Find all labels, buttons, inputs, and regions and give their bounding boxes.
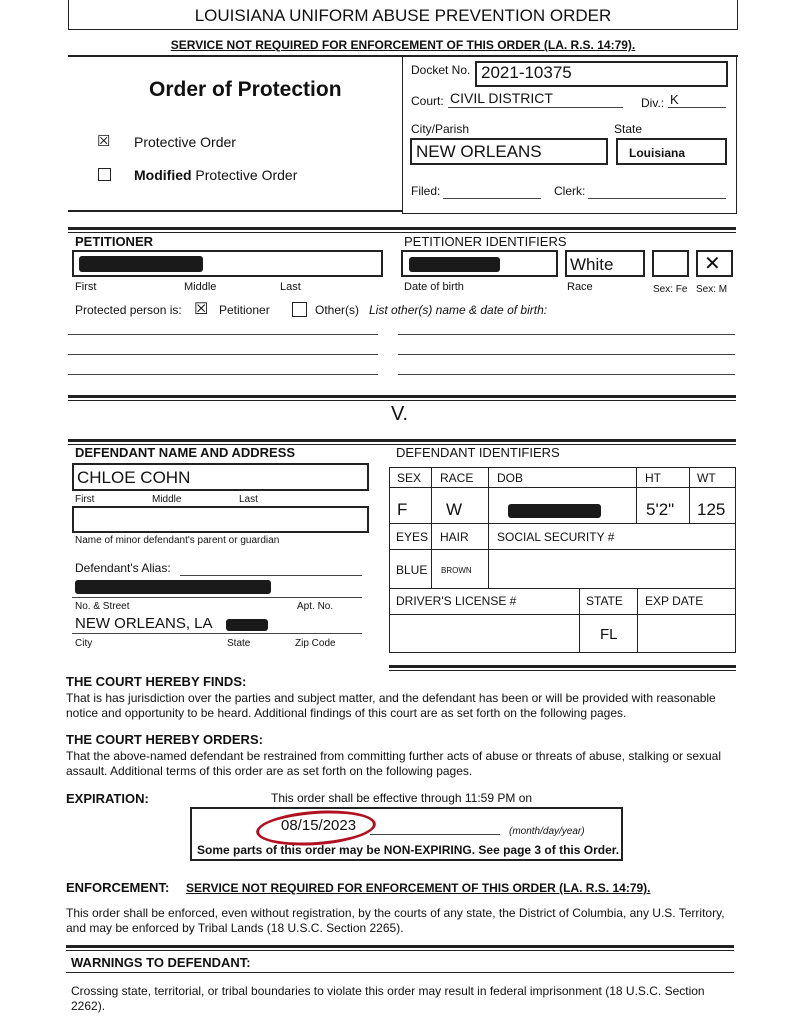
- defendant-heading: DEFENDANT NAME AND ADDRESS: [75, 445, 296, 460]
- defendant-identifiers-grid: [389, 467, 736, 653]
- def-sex-label: SEX: [397, 471, 422, 485]
- divider: [68, 210, 402, 212]
- race-label: Race: [567, 281, 593, 293]
- warnings-heading: WARNINGS TO DEFENDANT:: [71, 955, 251, 970]
- redaction-bar: [75, 580, 271, 594]
- divider: [68, 400, 736, 401]
- def-ht-value: 5'2": [646, 500, 675, 519]
- petitioner-checkbox[interactable]: ☒: [194, 301, 209, 318]
- def-hair-label: HAIR: [440, 530, 469, 544]
- def-city-label: City: [75, 638, 93, 649]
- sex-fe-label: Sex: Fe: [653, 284, 688, 295]
- protective-order-checkbox[interactable]: ☒: [97, 133, 111, 150]
- others-line[interactable]: [398, 334, 735, 335]
- findings-line-1: That is has jurisdiction over the parties and subject matter, and the defendant has been or will be provided with reasonable: [66, 691, 716, 705]
- defendant-identifiers-heading: DEFENDANT IDENTIFIERS: [396, 445, 560, 460]
- apt-label: Apt. No.: [297, 601, 334, 612]
- others-line[interactable]: [68, 374, 378, 375]
- versus-label: V.: [391, 403, 409, 425]
- court-underline: [448, 107, 623, 108]
- expiration-note: Some parts of this order may be NON-EXPIRING. See page 3 of this Order.: [197, 843, 620, 857]
- def-exp-label: EXP DATE: [645, 594, 704, 608]
- findings-heading: THE COURT HEREBY FINDS:: [66, 674, 247, 689]
- expiration-label: EXPIRATION:: [66, 791, 149, 806]
- def-hair-value: BROWN: [441, 566, 472, 575]
- expiration-date[interactable]: 08/15/2023: [281, 817, 357, 834]
- sex-male-mark: ✕: [704, 253, 721, 275]
- court-value: CIVIL DISTRICT: [450, 90, 553, 106]
- others-checkbox[interactable]: [292, 302, 307, 317]
- defendant-name-value: CHLOE COHN: [77, 468, 191, 487]
- street-underline[interactable]: [72, 597, 362, 598]
- petitioner-identifiers-heading: PETITIONER IDENTIFIERS: [404, 234, 567, 249]
- div-value: K: [670, 92, 679, 107]
- def-state-label: State: [227, 638, 251, 649]
- state-value: Louisiana: [629, 146, 686, 160]
- petitioner-heading: PETITIONER: [75, 234, 154, 249]
- expiration-underline: [370, 834, 500, 835]
- def-ht-label: HT: [645, 471, 661, 485]
- docket-value: 2021-10375: [481, 63, 572, 82]
- divider: [66, 972, 734, 973]
- city-parish-label: City/Parish: [411, 122, 470, 136]
- guardian-field[interactable]: [72, 506, 369, 533]
- guardian-label: Name of minor defendant's parent or guardian: [75, 535, 280, 546]
- city-parish-value: NEW ORLEANS: [416, 142, 542, 161]
- expiration-effective: This order shall be effective through 11:59 PM on: [271, 791, 533, 805]
- others-line[interactable]: [68, 354, 378, 355]
- street-label: No. & Street: [75, 601, 130, 612]
- others-option-label: Other(s): [315, 303, 360, 317]
- first-label: First: [75, 281, 97, 293]
- clerk-label: Clerk:: [554, 184, 586, 198]
- others-line[interactable]: [398, 354, 735, 355]
- def-eyes-label: EYES: [396, 530, 429, 544]
- divider: [68, 395, 736, 398]
- state-label: State: [614, 122, 643, 136]
- divider: [66, 950, 734, 951]
- def-wt-label: WT: [697, 471, 716, 485]
- def-eyes-value: BLUE: [396, 563, 428, 577]
- enforcement-line-1: This order shall be enforced, even without registration, by the courts of any state, the District of Columbia, any U.S. Territory,: [66, 906, 725, 920]
- petitioner-race-value: White: [570, 255, 614, 274]
- protected-person-label: Protected person is:: [75, 303, 182, 317]
- city-underline[interactable]: [72, 633, 362, 634]
- court-label: Court:: [411, 94, 444, 108]
- def-ssn-label: SOCIAL SECURITY #: [497, 530, 615, 544]
- expiration-format: (month/day/year): [509, 826, 585, 837]
- orders-heading: THE COURT HEREBY ORDERS:: [66, 732, 263, 747]
- others-line[interactable]: [68, 334, 378, 335]
- div-underline: [668, 107, 726, 108]
- def-dl-label: DRIVER'S LICENSE #: [396, 594, 517, 608]
- def-wt-value: 125: [697, 500, 726, 519]
- service-note: SERVICE NOT REQUIRED FOR ENFORCEMENT OF THIS ORDER (LA. R.S. 14:79).: [170, 38, 636, 52]
- def-dob-label: DOB: [497, 471, 524, 485]
- divider: [389, 670, 736, 671]
- others-note: List other(s) name & date of birth:: [369, 303, 548, 317]
- findings-line-2: notice and opportunity to be heard. Additional findings of this court are as set forth on the following pages.: [66, 706, 627, 720]
- enforcement-line-2: and may be enforced by Tribal Lands (18 U.S.C. Section 2265).: [66, 921, 404, 935]
- div-label: Div.:: [641, 96, 665, 110]
- redaction-bar: [508, 504, 601, 518]
- warnings-line-1: Crossing state, territorial, or tribal boundaries to violate this order may result in federal imprisonment (18 U.S.C. Section: [71, 984, 705, 998]
- divider: [68, 227, 736, 230]
- def-dl-state-value: FL: [600, 626, 618, 643]
- enforcement-service: SERVICE NOT REQUIRED FOR ENFORCEMENT OF THIS ORDER (LA. R.S. 14:79).: [186, 881, 651, 895]
- redaction-bar: [409, 257, 500, 272]
- def-middle-label: Middle: [152, 494, 182, 505]
- clerk-underline: [588, 198, 726, 199]
- others-line[interactable]: [398, 374, 735, 375]
- orders-line-2: assault. Additional terms of this order are as set forth on the following pages.: [66, 764, 473, 778]
- petitioner-option-label: Petitioner: [219, 303, 270, 317]
- def-first-label: First: [75, 494, 95, 505]
- modified-order-checkbox[interactable]: [98, 168, 111, 181]
- def-sex-value: F: [397, 500, 408, 519]
- enforcement-label: ENFORCEMENT:: [66, 880, 170, 895]
- defendant-city-value: NEW ORLEANS, LA: [75, 615, 213, 632]
- def-dl-state-label: STATE: [586, 594, 623, 608]
- docket-label: Docket No.: [411, 63, 471, 77]
- def-zip-label: Zip Code: [295, 638, 336, 649]
- warnings-line-2: 2262).: [71, 999, 106, 1013]
- protective-order-label: Protective Order: [134, 134, 236, 150]
- filed-underline: [443, 198, 541, 199]
- alias-label: Defendant's Alias:: [75, 561, 171, 575]
- def-last-label: Last: [239, 494, 258, 505]
- dob-label: Date of birth: [404, 281, 464, 293]
- orders-line-1: That the above-named defendant be restrained from committing further acts of abuse or threats of abuse, stalking or sexual: [66, 749, 722, 763]
- redaction-bar: [79, 256, 203, 272]
- redaction-bar: [226, 619, 268, 631]
- form-title: LOUISIANA UNIFORM ABUSE PREVENTION ORDER: [194, 6, 612, 25]
- def-race-label: RACE: [440, 471, 474, 485]
- modified-order-label: Modified Protective Order: [134, 167, 298, 183]
- def-race-value: W: [446, 500, 463, 519]
- last-label: Last: [280, 281, 301, 293]
- order-heading: Order of Protection: [149, 78, 342, 101]
- divider: [68, 439, 736, 442]
- divider: [389, 665, 736, 668]
- filed-label: Filed:: [411, 184, 441, 198]
- middle-label: Middle: [184, 281, 217, 293]
- alias-underline[interactable]: [180, 575, 362, 576]
- sex-m-label: Sex: M: [696, 284, 728, 295]
- divider: [68, 232, 736, 233]
- sex-female-box[interactable]: [652, 250, 689, 277]
- divider: [66, 945, 734, 948]
